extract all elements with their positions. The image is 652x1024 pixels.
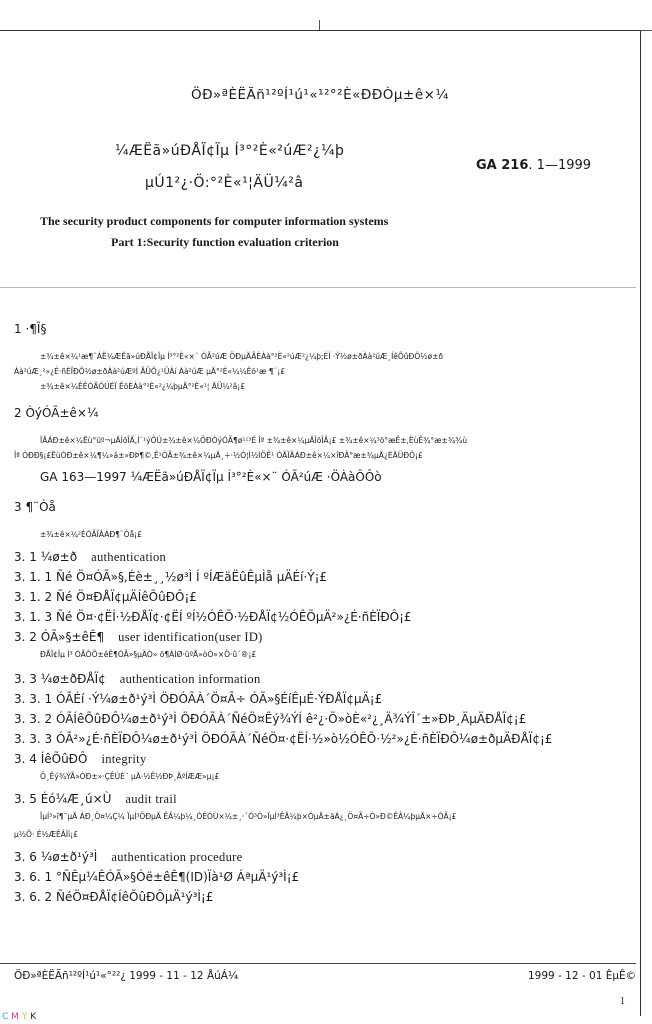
def-3-6-1-text: 3. 6. 1 °ÑÊµ¼ÊÓÃ»§Óë±êÊ¶(ID)Ïà¹Ø ÁªµÄ¹ý³Ì¡£ [14,870,300,884]
standard-prefix: GA 216 [476,158,529,173]
def-3-3-1 [14,692,382,706]
def-3-5-body-2 [14,830,78,839]
section-2-para-1 [40,436,467,445]
cmyk-k: K [30,1012,37,1022]
section-2-para-2-text: Îª ÓÐÐ§¡£ËùÓÐ±ê×¼¶¼»á±»ÐÞ¶©,Ê¹ÓÃ±¾±ê×¼µÄ¸÷·½Ó¦Ì½ÌÖÊ¹ ÓÃÏÂÁÐ±ê×¼×îÐÂ°æ±¾µÄ¿ÉÄÜÐÔ¡£ [14,451,423,460]
def-3-4 [14,752,147,767]
def-3-3-text: 3. 3 ¼ø±ðÐÅÏ¢ [14,672,106,686]
section-1-heading [14,322,46,336]
section-2-heading [14,406,99,420]
section-3-intro [40,530,142,539]
def-3-3-3 [14,732,552,746]
def-3-1-3 [14,610,412,624]
english-subtitle: Part 1:Security function evaluation criterion [111,235,339,249]
page-number: 1 [620,996,625,1007]
def-3-5-text: 3. 5 Éó¼Æ¸ú×Ù [14,792,112,806]
def-3-3-2-text: 3. 3. 2 ÓÃÍêÕûÐÔ¼ø±ð¹ý³Ì ÖÐÓÃÀ´ÑéÖ¤Êý¾ÝÍ ê²¿·Ö»òÈ«²¿¸Ä¾ÝÎ´±»ÐÞ¸ÄµÄÐÅÏ¢¡£ [14,712,527,726]
section-2-para-1-text: ÏÂÁÐ±ê×¼Ëù°üº¬µÄÌõÎÄ,Í¨¹ýÔÚ±¾±ê×¼ÖÐÒýÓÃ¶ø¹¹³É Îª ±¾±ê×¼µÄÌõÎÄ¡£ ±¾±ê×¼³ö°æÊ±,ËùÊ¾°æ±¾¾ù [40,436,468,445]
def-3-4-body-text: Ö¸Êý¾ÝÃ»ÓÐ±»·ÇÊÚÈ¨ µÄ·½Ê½ÐÞ¸ÄºÍÆÆ»µ¡£ [40,772,220,781]
title-divider [0,287,636,288]
def-3-5-body-1 [40,812,456,821]
def-3-4-english-term: integrity [101,752,147,766]
def-3-2 [14,630,263,645]
issuer-title: ÖÐ»ªÈËÃñ¹²ºÍ¹ú¹«¹²°²È«ÐÐÒµ±ê×¼ [190,87,450,103]
english-title: The security product components for computer information systems [40,214,389,228]
def-3-5 [14,792,177,807]
section-3-intro-text: ±¾±ê×¼²ÉÓÃÏÂÁÐ¶¨Òå¡£ [40,530,142,539]
def-3-3 [14,672,261,687]
def-3-2-body-text: ÐÅÏ¢Ïµ Í³ ÓÃÒÔ±êÊ¶ÓÃ»§µÄÒ» ö¶ÀÌØ·ûºÅ»òÒ»×Ö·û´®¡£ [40,650,257,659]
def-3-2-text: 3. 2 ÓÃ»§±êÊ¶ [14,630,105,644]
cmyk-m: M [11,1012,19,1022]
def-3-6-text: 3. 6 ¼ø±ð¹ý³Ì [14,850,98,864]
section-3-heading [14,500,56,514]
standard-code [476,158,591,173]
def-3-1-1 [14,570,327,584]
crop-mark [640,30,652,31]
section-1-heading-text: 1 ·¶Î§ [14,322,47,336]
def-3-3-1-text: 3. 3. 1 ÓÃÉí ·Ý¼ø±ð¹ý³Ì ÖÐÓÃÀ´Ö¤Ã÷ ÓÃ»§ÉíÊµÉ·ÝÐÅÏ¢µÄ¡£ [14,692,383,706]
cmyk-c: C [2,1012,9,1022]
def-3-6-2 [14,890,213,904]
def-3-6-2-text: 3. 6. 2 ÑéÖ¤ÐÅÏ¢ÍêÕûÐÔµÄ¹ý³Ì¡£ [14,890,214,904]
def-3-3-2 [14,712,526,726]
effective-date: 1999 - 12 - 01 ÊµÊ© [528,970,637,982]
def-3-5-body-1-text: ÏµÍ³»î¶¯µÄ ÁÐ¸Ö¤¼Ç¼ ÏµÍ³ÖÐµÄ ÊÂ¼þ¼¸ÓÉÓÚ×¼±¸·´Ó³Ò»ÏµÍ³ÊÂ¼þ×ÓµÄ±äÁ¿¸Ö¤Ã÷Ò»Ð©ÊÂ¼þµÄ×÷ÓÃ¡£ [40,812,457,821]
issue-date: ÖÐ»ªÈËÃñ¹²ºÍ¹ú¹«°²²¿ 1999 - 11 - 12 ÅúÁ¼ [14,970,239,982]
def-3-4-body [40,772,219,781]
section-1-para-3 [40,382,245,391]
document-title-line-2: µÚ1²¿·Ö:°²È«¹¦ÄÜ¼²â [145,175,304,191]
def-3-5-english-term: audit trail [125,792,177,806]
section-3-heading-text: 3 ¶¨Òå [14,500,56,514]
cmyk-y: Y [21,1012,28,1022]
def-3-6-english-term: authentication procedure [111,850,243,864]
document-title-line-1: ¼ÆËã»úÐÅÏ¢Ïµ Í³°²È«²úÆ²¿¼þ [115,143,345,159]
def-3-1 [14,550,166,565]
def-3-1-3-text: 3. 1. 3 Ñé Ö¤·¢ËÍ·½ÐÅÏ¢·¢ËÍ ºÍ½ÓÊÕ·½ÐÅÏ¢½ÓÊÕµÄ²»¿É·ñÈÏÐÔ¡£ [14,610,412,624]
def-3-1-2-text: 3. 1. 2 Ñé Ö¤ÐÅÏ¢µÄÍêÕûÐÔ¡£ [14,590,197,604]
def-3-2-body [40,650,256,659]
section-2-para-2 [14,451,423,460]
def-3-6 [14,850,242,865]
crop-mark [319,20,320,30]
cmyk-marks [2,1012,36,1022]
def-3-6-1 [14,870,299,884]
section-2-ref [40,470,382,484]
def-3-4-text: 3. 4 ÍêÕûÐÔ [14,752,88,766]
section-1-para-2 [14,367,285,376]
def-3-2-english-term: user identification(user ID) [118,630,263,644]
section-1-para-2-text: Àà²úÆ¸²»¿É·ñÈÏÐÔ½ø±ðÀà²úÆºÍ ÃÜÔ¿¹ÜÀí Àà²úÆ µÄ°²È«¼¼Êõ¹æ ¶¨¡£ [14,367,285,376]
page-frame [0,30,641,1016]
standard-number: . 1—1999 [528,158,592,173]
def-3-1-2 [14,590,197,604]
def-3-1-text: 3. 1 ¼ø±ð [14,550,78,564]
def-3-5-body-2-text: µ½Ö· É½ÆÊÂÌì¡£ [14,830,78,839]
section-2-heading-text: 2 ÒýÓÃ±ê×¼ [14,406,99,420]
section-2-ref-text: GA 163—1997 ¼ÆËã»úÐÅÏ¢Ïµ Í³°²È«×¨ ÓÃ²úÆ ·ÖÀàÔÔò [40,470,382,484]
def-3-1-1-text: 3. 1. 1 Ñé Ö¤ÓÃ»§,Éè±¸¸½ø³Ì Í ºÍÆäËûÊµÌå µÄÉí·Ý¡£ [14,570,328,584]
def-3-1-english-term: authentication [91,550,167,564]
def-3-3-english-term: authentication information [119,672,261,686]
def-3-3-3-text: 3. 3. 3 ÓÃ²»¿É·ñÈÏÐÔ¼ø±ð¹ý³Ì ÖÐÓÃÀ´ÑéÖ¤·¢ËÍ·½»ò½ÓÊÕ·½²»¿É·ñÈÏÐÔ¼ø±ðµÄÐÅÏ¢¡£ [14,732,553,746]
section-1-para-1-text: ±¾±ê×¼¹æ¶¨ÁË¼ÆËã»úÐÅÏ¢Ïµ Í³°²È«×¨ ÓÃ²úÆ ÖÐµÄÃÈÀà°²È«²úÆ²¿¼þ;ÉÍ ·Ý½ø±ðÀà²úÆ¸ÍêÕûÐÔ½ø±ð [40,352,444,361]
section-1-para-3-text: ±¾±ê×¼ÊÊÓÃÓÚÉÏ ÊöÈÀà°²È«²¿¼þµÄ°²È«¹¦ ÄÜ¼²â¡£ [40,382,246,391]
footer-divider [0,963,636,964]
section-1-para-1 [40,352,443,361]
